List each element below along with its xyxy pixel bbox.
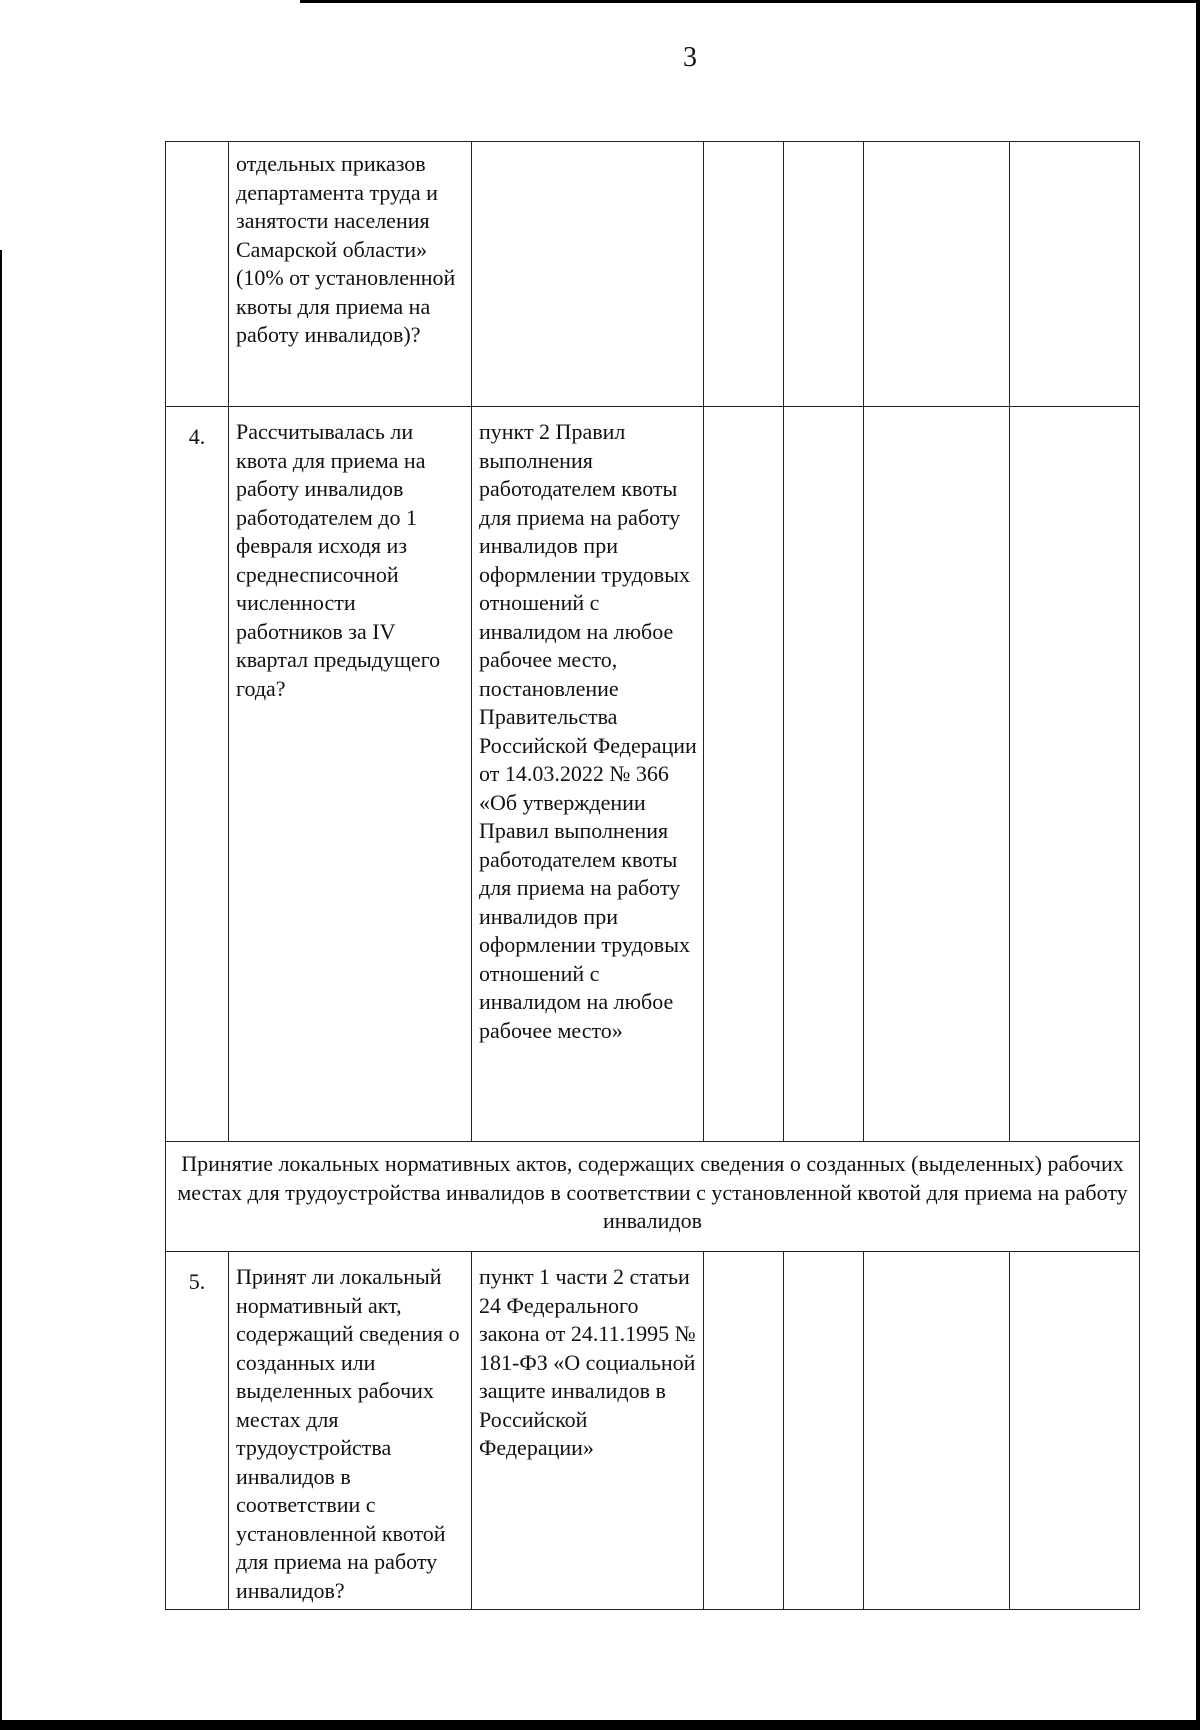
basis-cell: пункт 2 Правил выполнения работодателем квоты для приема на работу инвалидов при оформлении трудовых отношений с инвалидом на любое рабочее место, постановление Правительства Российской Федерации от 14.03.2022 № 366 «Об утверждении Правил выполнения работодателем квоты для приема на работу инвалидов при оформлении трудовых отношений с инвалидом на любое рабочее место» (472, 407, 704, 1142)
note-cell (1010, 142, 1140, 407)
question-cell: Рассчитывалась ли квота для приема на работу инвалидов работодателем до 1 февраля исходя из среднесписочной численности работников за IV квартал предыдущего года? (229, 407, 472, 1142)
section-heading-row (166, 1142, 1140, 1252)
not-applicable-cell (864, 407, 1010, 1142)
table-row (166, 142, 1140, 407)
row-number-cell (166, 142, 229, 407)
answer-no-cell (784, 1252, 864, 1610)
note-cell (1010, 1252, 1140, 1610)
scan-edge-top (300, 0, 1200, 3)
answer-yes-cell (704, 142, 784, 407)
answer-no-cell (784, 142, 864, 407)
table-row (166, 407, 1140, 1142)
answer-no-cell (784, 407, 864, 1142)
page-number: 3 (683, 42, 697, 73)
note-cell (1010, 407, 1140, 1142)
table-row (166, 1252, 1140, 1610)
scan-edge-left (0, 250, 2, 1730)
checklist-table (165, 141, 1140, 1610)
question-cell: отдельных приказов департамента труда и занятости населения Самарской области» (10% от установленной квоты для приема на работу инвалидов)? (229, 142, 472, 407)
section-heading: Принятие локальных нормативных актов, содержащих сведения о созданных (выделенных) рабочих местах для трудоустройства инвалидов в соответствии с установленной квотой для приема на работу инвалидов (166, 1142, 1140, 1252)
scan-edge-bottom (0, 1720, 1200, 1730)
basis-cell (472, 142, 704, 407)
not-applicable-cell (864, 142, 1010, 407)
row-number-cell: 4. (166, 407, 229, 1142)
basis-cell: пункт 1 части 2 статьи 24 Федерального закона от 24.11.1995 № 181-ФЗ «О социальной защите инвалидов в Российской Федерации» (472, 1252, 704, 1610)
answer-yes-cell (704, 407, 784, 1142)
scan-edge-right (1196, 0, 1200, 1730)
question-cell: Принят ли локальный нормативный акт, содержащий сведения о созданных или выделенных рабочих местах для трудоустройства инвалидов в соответствии с установленной квотой для приема на работу инвалидов? (229, 1252, 472, 1610)
row-number-cell: 5. (166, 1252, 229, 1610)
not-applicable-cell (864, 1252, 1010, 1610)
answer-yes-cell (704, 1252, 784, 1610)
